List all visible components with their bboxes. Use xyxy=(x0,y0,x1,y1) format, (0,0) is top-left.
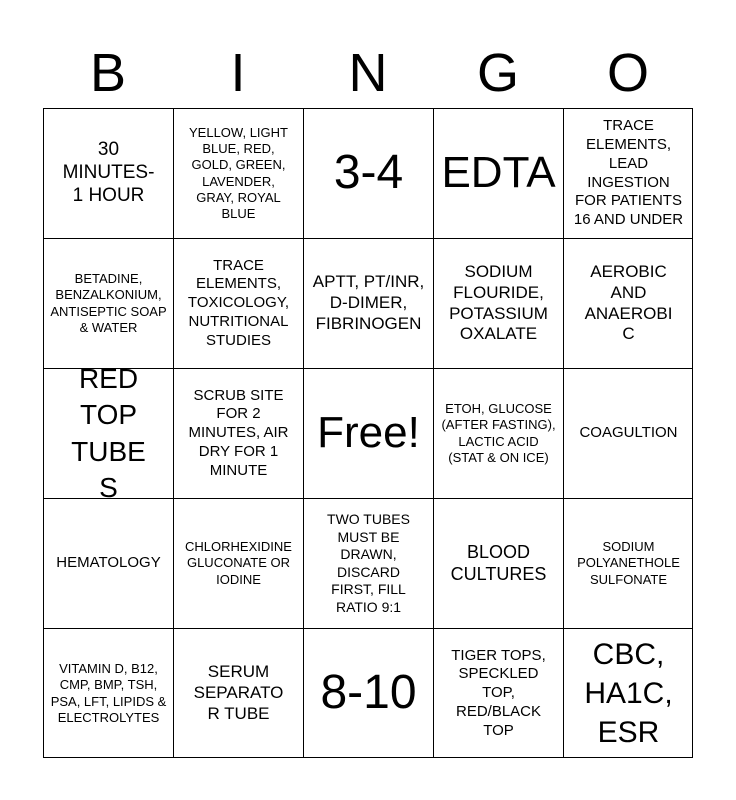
bingo-cell xyxy=(303,628,433,758)
cell-text: SODIUM POLYANETHOLE SULFONATE xyxy=(577,539,680,587)
header-letter-o: O xyxy=(606,43,649,103)
header-letter-i: I xyxy=(230,43,246,103)
bingo-header xyxy=(43,38,693,108)
cell-text: SODIUM FLOURIDE, POTASSIUM OXALATE xyxy=(449,262,548,344)
bingo-cell xyxy=(563,368,693,498)
cell-text: BLOOD CULTURES xyxy=(450,541,547,584)
bingo-cell xyxy=(43,498,173,628)
bingo-cell xyxy=(43,108,173,238)
cell-text: RED TOP TUBES xyxy=(71,368,146,498)
cell-text: TIGER TOPS, SPECKLED TOP, RED/BLACK TOP xyxy=(451,646,546,739)
bingo-cell xyxy=(563,238,693,368)
bingo-cell xyxy=(563,108,693,238)
cell-text: TRACE ELEMENTS, TOXICOLOGY, NUTRITIONAL STUDIES xyxy=(187,256,290,349)
cell-text: TWO TUBES MUST BE DRAWN, DISCARD FIRST, FILL RATIO 9:1 xyxy=(327,511,410,615)
bingo-cell xyxy=(173,238,303,368)
cell-text: AEROBIC AND ANAEROBIC xyxy=(584,262,673,344)
cell-text: ETOH, GLUCOSE (AFTER FASTING), LACTIC ACID (STAT & ON ICE) xyxy=(441,401,556,465)
cell-text: 30 MINUTES-1 HOUR xyxy=(62,139,155,206)
bingo-cell xyxy=(43,238,173,368)
bingo-cell xyxy=(303,108,433,238)
cell-text: VITAMIN D, B12, CMP, BMP, TSH, PSA, LFT, LIPIDS & ELECTROLYTES xyxy=(50,661,167,725)
bingo-cell xyxy=(43,628,173,758)
bingo-cell xyxy=(173,498,303,628)
free-space xyxy=(303,368,433,498)
header-letter-n: N xyxy=(348,43,388,103)
cell-text: YELLOW, LIGHT BLUE, RED, GOLD, GREEN, LAVENDER, GRAY, ROYAL BLUE xyxy=(189,124,288,221)
bingo-cell xyxy=(173,628,303,758)
cell-text: CHLORHEXIDINE GLUCONATE OR IODINE xyxy=(185,539,292,587)
bingo-cell xyxy=(433,238,563,368)
cell-text: SERUM SEPARATOR TUBE xyxy=(193,662,284,723)
bingo-cell xyxy=(433,498,563,628)
bingo-cell xyxy=(563,628,693,758)
bingo-cell xyxy=(173,368,303,498)
header-letter-g: G xyxy=(476,43,519,103)
cell-text: APTT, PT/INR, D-DIMER, FIBRINOGEN xyxy=(312,272,425,333)
cell-text: 3-4 xyxy=(333,146,404,200)
cell-text: SCRUB SITE FOR 2 MINUTES, AIR DRY FOR 1 MINUTE xyxy=(188,386,289,479)
bingo-cell xyxy=(303,238,433,368)
bingo-cell xyxy=(303,498,433,628)
bingo-board xyxy=(43,108,693,758)
bingo-cell xyxy=(433,628,563,758)
bingo-cell xyxy=(43,368,173,498)
cell-text: CBC, HA1C, ESR xyxy=(584,638,673,749)
cell-text: 8-10 xyxy=(320,666,417,720)
bingo-cell xyxy=(173,108,303,238)
bingo-cell xyxy=(563,498,693,628)
cell-text: HEMATOLOGY xyxy=(56,554,161,572)
cell-text: BETADINE, BENZALKONIUM, ANTISEPTIC SOAP & WATER xyxy=(50,271,167,335)
cell-text: EDTA xyxy=(441,148,556,198)
header-letter-b: B xyxy=(89,43,127,103)
bingo-cell xyxy=(433,108,563,238)
cell-text: Free! xyxy=(317,408,420,458)
cell-text: COAGULTION xyxy=(579,424,678,442)
bingo-cell xyxy=(433,368,563,498)
cell-text: TRACE ELEMENTS, LEAD INGESTION FOR PATIENTS 16 AND UNDER xyxy=(573,117,684,228)
